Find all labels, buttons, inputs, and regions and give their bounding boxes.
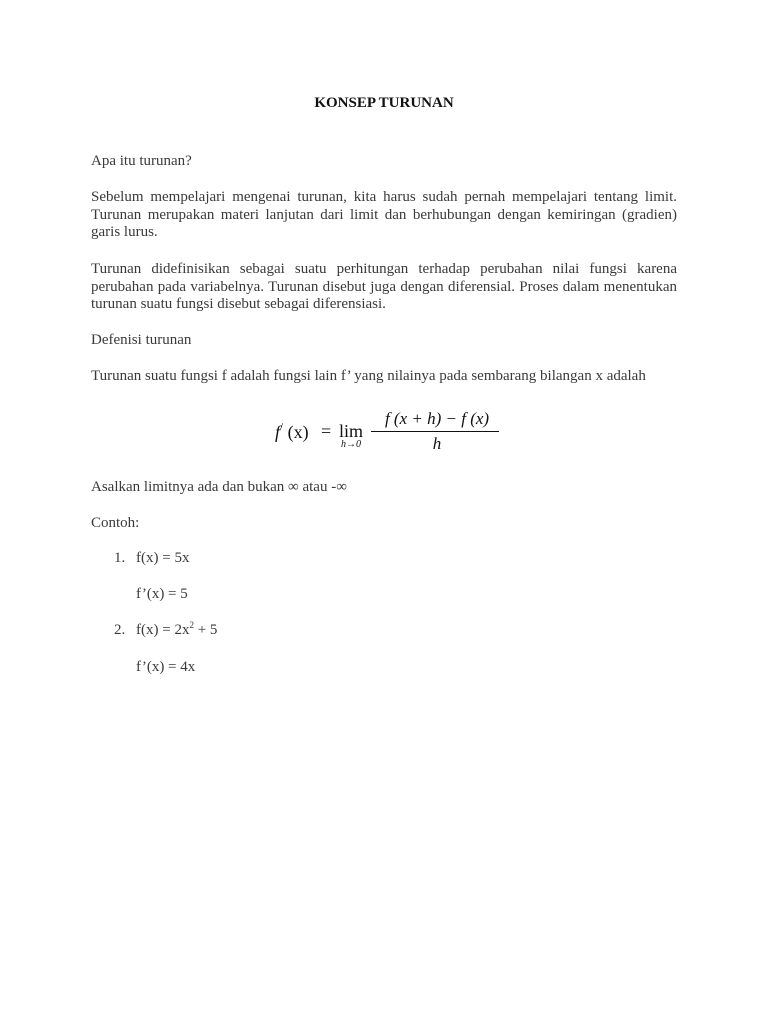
example-derivative-2: f’(x) = 4x [136,659,196,675]
definition-paragraph: Turunan didefinisikan sebagai suatu perhitungan terhadap perubahan nilai fungsi karena perubahan pada variabelnya. Turunan disebut juga dengan diferensial. Proses dalam menentukan turunan suatu fungsi disebut sebagai diferensiasi. [91,261,677,312]
question-heading: Apa itu turunan? [91,153,192,169]
definition-heading: Defenisi turunan [91,332,192,348]
example-function-prefix: f(x) = 2x [136,622,190,638]
example-number: 2. [114,622,126,638]
formula-lim-subscript: h→0 [341,439,361,450]
formula-lhs [275,421,309,443]
formula-denominator: h [432,434,442,453]
condition-paragraph: Asalkan limitnya ada dan bukan ∞ atau -∞ [91,479,347,495]
formula-lim: lim [339,421,364,441]
intro-paragraph: Sebelum mempelajari mengenai turunan, kita harus sudah pernah mempelajari tentang limit. Turunan merupakan materi lanjutan dari limit dan berhubungan dengan kemiringan (gradien) garis lurus. [91,189,677,240]
example-item-1 [114,550,189,568]
formula-lhs-prime: / [280,421,284,433]
example-item-2 [114,622,217,640]
formula-lhs-arg: (x) [287,422,309,442]
example-heading: Contoh: [91,515,140,531]
example-function: f(x) = 5x [136,550,190,566]
formula-lhs-f: f [275,422,281,442]
example-function-suffix: + 5 [193,622,218,638]
example-function-exponent: 2 [189,620,194,630]
example-number: 1. [114,550,126,566]
definition-statement: Turunan suatu fungsi f adalah fungsi lain f’ yang nilainya pada sembarang bilangan x adalah [91,368,646,384]
derivative-formula [275,408,505,454]
formula-fraction-bar [371,431,499,432]
formula-equals: = [321,421,332,441]
example-derivative-1: f’(x) = 5 [136,586,188,602]
page-title: KONSEP TURUNAN [314,95,454,111]
formula-numerator: f (x + h) − f (x) [384,409,490,428]
